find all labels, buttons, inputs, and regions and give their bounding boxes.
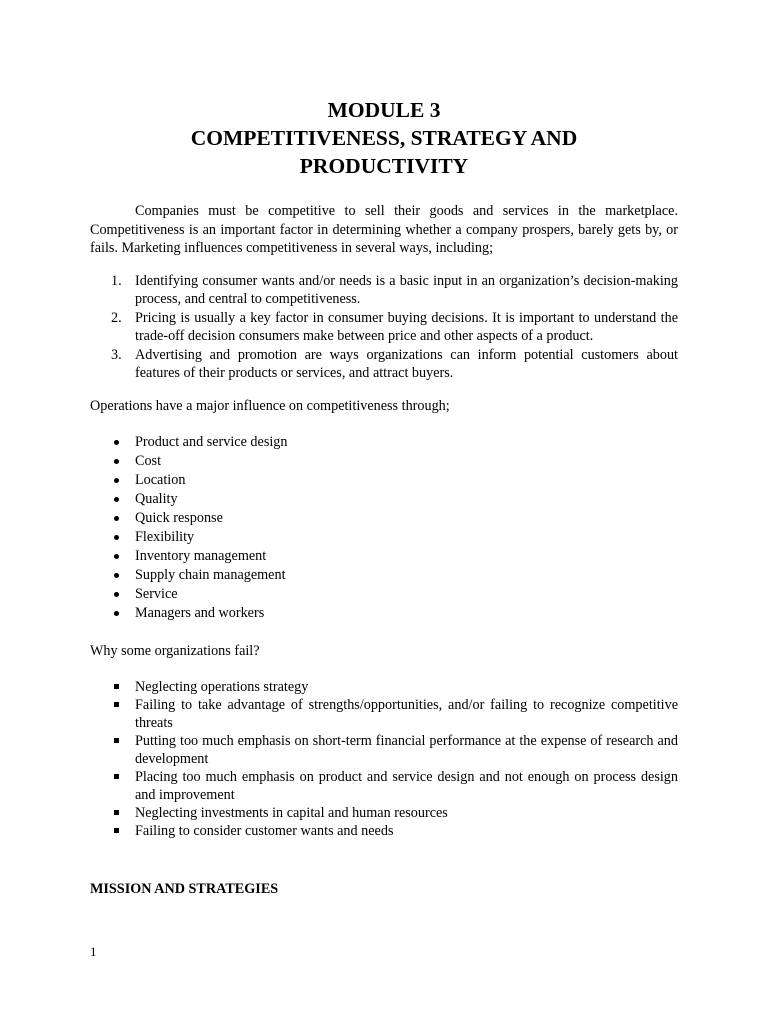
intro-paragraph: Companies must be competitive to sell their goods and services in the marketplace. Competitiveness is an important factor in determining whether a company prospers, barely gets by, or fails. Marketing influences competitiveness in several ways, including; [90,203,678,256]
list-item [90,566,678,585]
list-item-text: Failing to take advantage of strengths/opportunities, and/or failing to recognize competitive threats [135,696,678,731]
list-item-text: Neglecting investments in capital and human resources [135,804,448,821]
list-item [90,696,678,732]
marketing-list [90,272,678,383]
page-number: 1 [90,944,97,959]
list-item-text: Putting too much emphasis on short-term financial performance at the expense of research and development [135,732,678,767]
list-item-text: Supply chain management [135,567,286,583]
bullet-icon [114,554,119,559]
list-item [90,528,678,547]
list-item [90,433,678,452]
bullet-icon [114,497,119,502]
list-item-text: Location [135,472,186,488]
list-item [90,547,678,566]
square-bullet-icon [114,684,119,689]
list-item [90,822,678,840]
list-item-text: Product and service design [135,434,288,450]
bullet-icon [114,535,119,540]
list-item [90,732,678,768]
section-heading: MISSION AND STRATEGIES [90,881,279,897]
list-item [90,272,678,309]
list-item [90,346,678,383]
list-item [90,309,678,346]
list-item [90,585,678,604]
document-title [90,96,678,180]
bullet-icon [114,478,119,483]
square-bullet-icon [114,774,119,779]
list-item [90,678,678,696]
bullet-icon [114,592,119,597]
title-line-1: MODULE 3 [327,98,441,122]
list-item [90,768,678,804]
list-item-text: Pricing is usually a key factor in consumer buying decisions. It is important to understand the trade-off decision consumers make between price and other aspects of a product. [135,309,678,344]
list-item-text: Managers and workers [135,605,265,621]
bullet-icon [114,440,119,445]
list-item [90,604,678,623]
operations-intro: Operations have a major influence on competitiveness through; [90,397,450,414]
title-line-3: PRODUCTIVITY [299,154,469,178]
list-number: 2. [111,309,122,326]
list-item-text: Service [135,586,178,602]
list-number: 3. [111,346,122,363]
list-item-text: Inventory management [135,548,267,564]
bullet-icon [114,516,119,521]
bullet-icon [114,459,119,464]
list-item [90,471,678,490]
list-item-text: Identifying consumer wants and/or needs is a basic input in an organization’s decision-making process, and central to competitiveness. [135,272,678,307]
list-item-text: Neglecting operations strategy [135,678,309,695]
square-bullet-icon [114,828,119,833]
title-line-2: COMPETITIVENESS, STRATEGY AND [190,126,578,150]
list-item-text: Placing too much emphasis on product and service design and not enough on process design and improvement [135,768,678,803]
fail-question: Why some organizations fail? [90,643,260,659]
list-item [90,804,678,822]
list-item-text: Cost [135,453,162,469]
list-number: 1. [111,272,122,289]
square-bullet-icon [114,702,119,707]
list-item [90,509,678,528]
list-item-text: Advertising and promotion are ways organizations can inform potential customers about features of their products or services, and attract buyers. [135,346,678,381]
square-bullet-icon [114,738,119,743]
fail-reasons-list [90,678,678,840]
list-item-text: Flexibility [135,529,195,545]
list-item [90,452,678,471]
list-item [90,490,678,509]
operations-list [90,433,678,623]
bullet-icon [114,573,119,578]
list-item-text: Quality [135,491,178,507]
list-item-text: Quick response [135,510,223,526]
bullet-icon [114,611,119,616]
list-item-text: Failing to consider customer wants and needs [135,822,394,839]
document-body [90,96,678,840]
square-bullet-icon [114,810,119,815]
